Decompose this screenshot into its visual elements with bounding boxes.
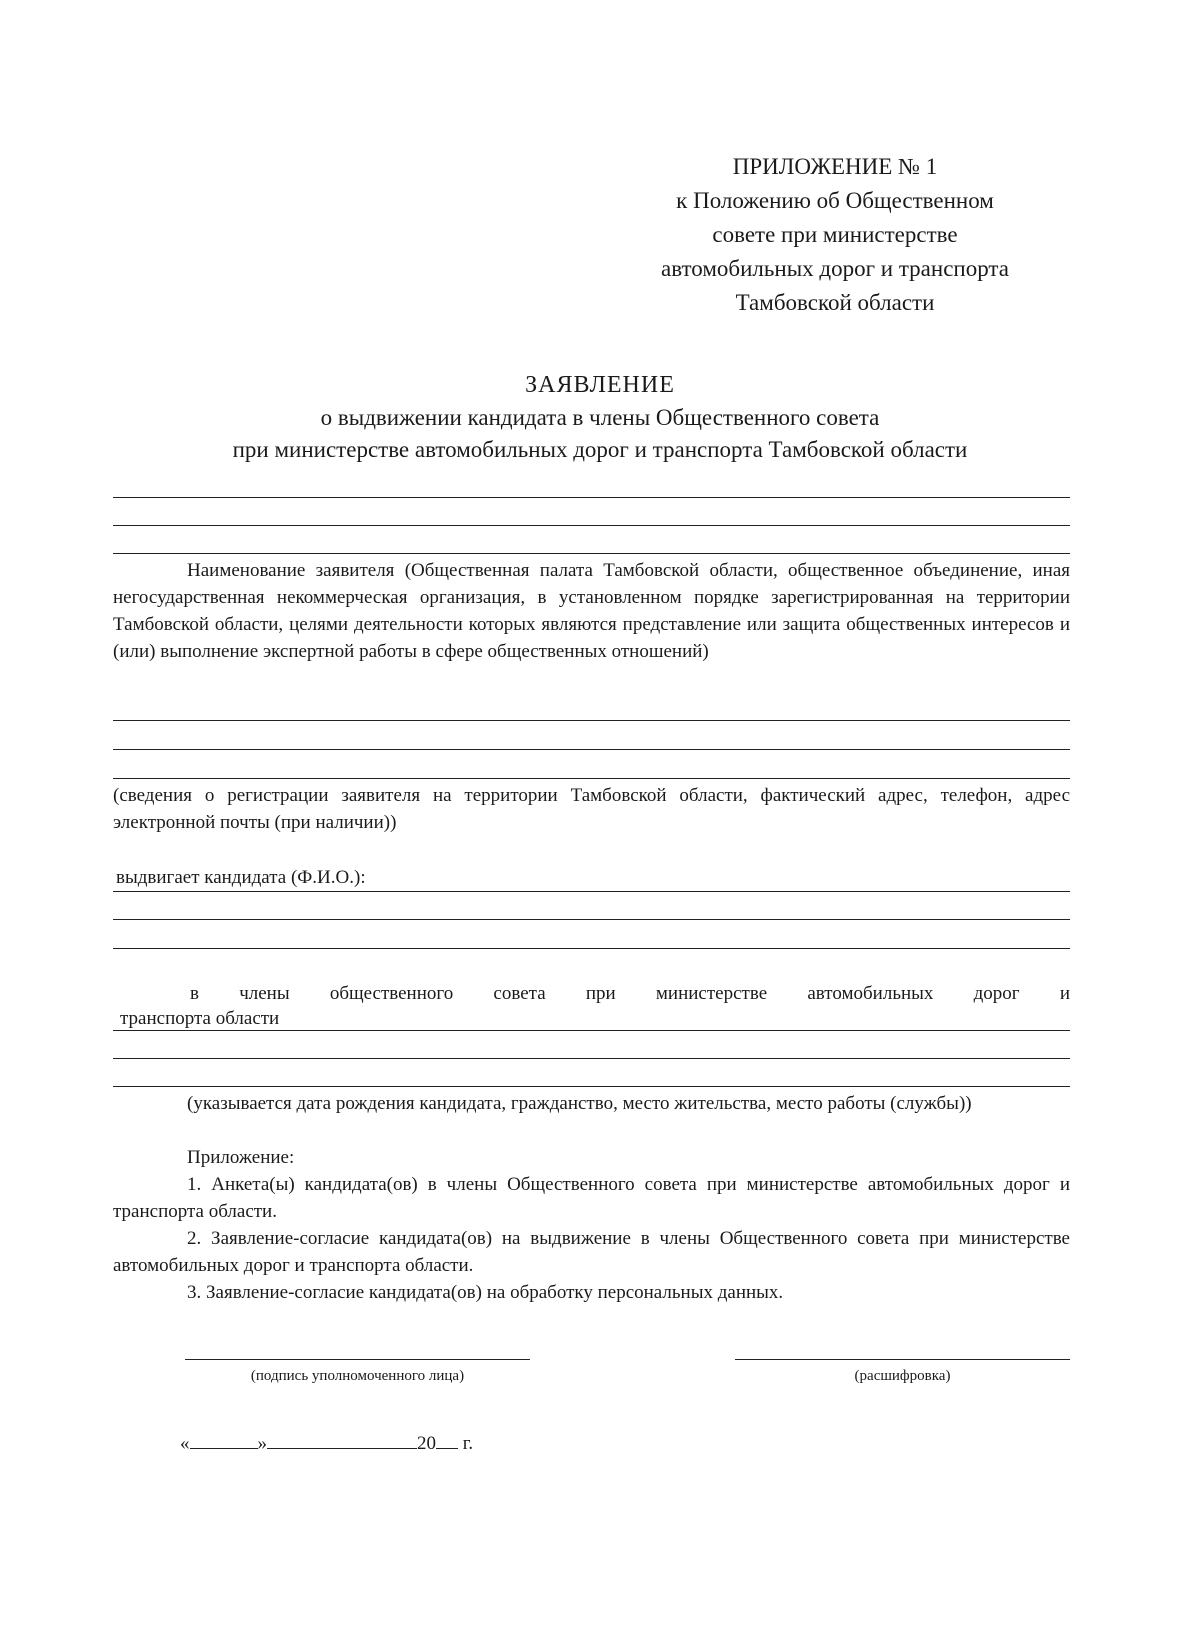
council-text-line: транспорта области bbox=[120, 1008, 280, 1029]
applicant-name-line[interactable] bbox=[113, 525, 1070, 526]
nominee-details-hint: (указывается дата рождения кандидата, гражданство, место жительства, место работы (службы)) bbox=[187, 1093, 972, 1114]
nominee-name-line[interactable] bbox=[113, 948, 1070, 949]
appendix-header bbox=[600, 150, 1070, 320]
applicant-name-line[interactable] bbox=[113, 497, 1070, 498]
appendix-line: к Положению об Общественном bbox=[676, 188, 994, 213]
nominee-name-line[interactable] bbox=[113, 919, 1070, 920]
applicant-registration-line[interactable] bbox=[113, 778, 1070, 779]
date-year-prefix: 20 bbox=[417, 1433, 436, 1454]
attachments-heading: Приложение: bbox=[187, 1147, 295, 1168]
council-text-line: в члены общественного совета при министерстве автомобильных дорог и bbox=[190, 983, 1070, 1004]
nominee-name-line[interactable] bbox=[113, 891, 1070, 892]
attachment-item: 1. Анкета(ы) кандидата(ов) в члены Общественного совета при министерстве автомобильных дорог и транспорта области. bbox=[113, 1174, 1070, 1222]
applicant-registration-hint: (сведения о регистрации заявителя на территории Тамбовской области, фактический адрес, телефон, адрес электронной почты (при наличии)) bbox=[113, 785, 1070, 833]
applicant-name-hint: Наименование заявителя (Общественная палата Тамбовской области, общественное объединение, иная негосударственная некоммерческая организация, в установленном порядке зарегистрированная на территории Тамбовской области, целями деятельности которых являются представление или защита общественных интересов и (или) выполнение экспертной работы в сфере общественных отношений) bbox=[113, 560, 1070, 662]
signature-line[interactable] bbox=[185, 1359, 530, 1360]
document-subtitle-line: о выдвижении кандидата в члены Общественного совета bbox=[320, 405, 880, 430]
document-title: ЗАЯВЛЕНИЕ bbox=[525, 372, 675, 398]
applicant-registration-line[interactable] bbox=[113, 749, 1070, 750]
nominee-details-line[interactable] bbox=[113, 1030, 1070, 1031]
date-year-field[interactable] bbox=[436, 1430, 458, 1449]
decode-line[interactable] bbox=[735, 1359, 1070, 1360]
appendix-line: Тамбовской области bbox=[735, 290, 935, 315]
attachment-item: 3. Заявление-согласие кандидата(ов) на обработку персональных данных. bbox=[187, 1282, 784, 1303]
document-title-block bbox=[100, 368, 1100, 466]
document-subtitle-line: при министерстве автомобильных дорог и транспорта Тамбовской области bbox=[232, 437, 968, 462]
applicant-name-line[interactable] bbox=[113, 553, 1070, 554]
date-day-field[interactable] bbox=[190, 1430, 258, 1449]
nominee-details-line[interactable] bbox=[113, 1058, 1070, 1059]
date-line bbox=[180, 1430, 473, 1457]
appendix-line: совете при министерстве bbox=[712, 222, 958, 247]
date-month-field[interactable] bbox=[267, 1430, 417, 1449]
nominee-details-line[interactable] bbox=[113, 1086, 1070, 1087]
date-open-quote: « bbox=[180, 1433, 190, 1454]
applicant-registration-line[interactable] bbox=[113, 720, 1070, 721]
nominee-label: выдвигает кандидата (Ф.И.О.): bbox=[116, 867, 366, 888]
date-year-suffix: г. bbox=[458, 1433, 474, 1454]
attachment-item: 2. Заявление-согласие кандидата(ов) на выдвижение в члены Общественного совета при министерстве автомобильных дорог и транспорта области. bbox=[113, 1228, 1070, 1276]
appendix-line: автомобильных дорог и транспорта bbox=[661, 256, 1009, 281]
appendix-number: ПРИЛОЖЕНИЕ № 1 bbox=[732, 154, 938, 179]
signature-caption: (подпись уполномоченного лица) bbox=[250, 1368, 465, 1384]
date-close-quote: » bbox=[257, 1433, 267, 1454]
decode-caption: (расшифровка) bbox=[854, 1368, 951, 1384]
